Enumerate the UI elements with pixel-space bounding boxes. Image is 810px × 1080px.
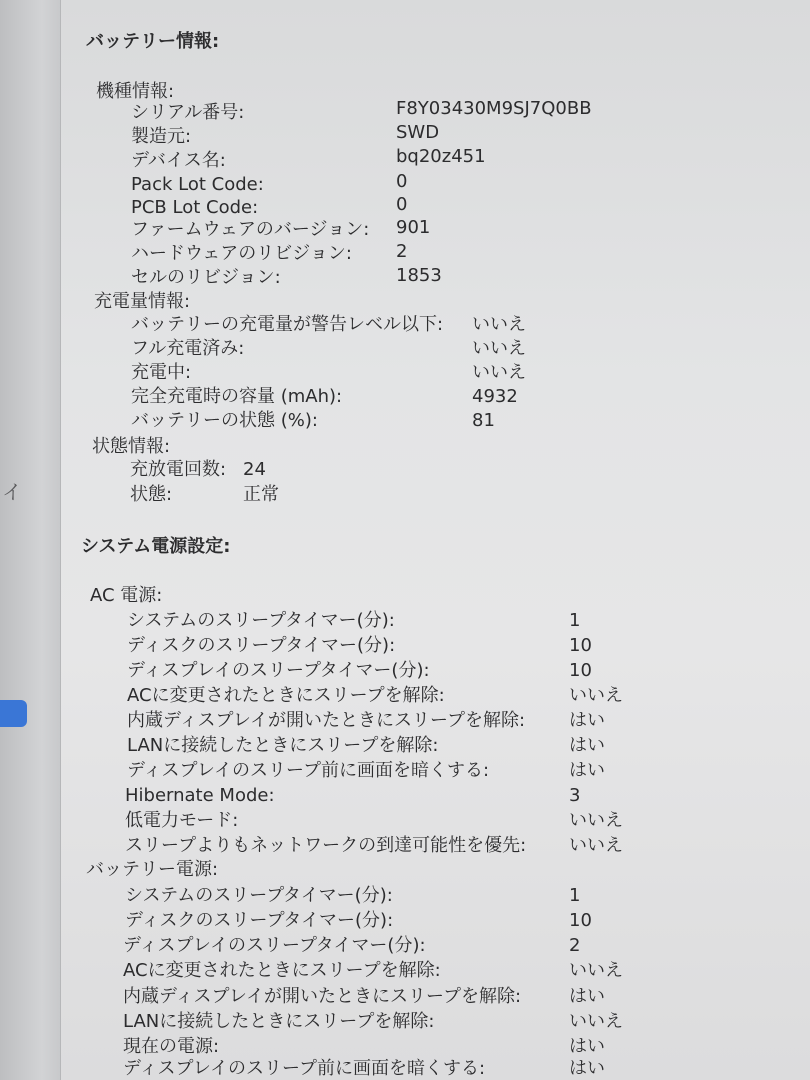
device-name-value: bq20z451	[396, 146, 486, 167]
sidebar-text-fragment: イ	[2, 480, 22, 504]
cell-revision-key: セルのリビジョン:	[131, 267, 281, 288]
model-info-label: 機種情報:	[96, 81, 175, 102]
firmware-version-value: 901	[396, 217, 431, 238]
batt-wake-on-ac-change-key: ACに変更されたときにスリープを解除:	[123, 960, 441, 981]
condition-value: 正常	[243, 484, 279, 505]
fully-charged-value: いいえ	[472, 338, 526, 359]
battery-info-heading: バッテリー情報:	[86, 31, 220, 52]
device-name-key: デバイス名:	[131, 150, 226, 171]
batt-wake-on-lan-value: いいえ	[569, 1011, 623, 1032]
ac-system-sleep-key: システムのスリープタイマー(分):	[127, 610, 395, 631]
charging-key: 充電中:	[131, 362, 192, 383]
ac-low-power-mode-key: 低電力モード:	[125, 810, 239, 831]
cell-revision-value: 1853	[396, 265, 442, 286]
ac-wake-on-lan-key: LANに接続したときにスリープを解除:	[127, 735, 439, 756]
ac-disk-sleep-key: ディスクのスリープタイマー(分):	[127, 635, 396, 656]
batt-current-power-source-value: はい	[569, 1036, 605, 1057]
charge-info-label: 充電量情報:	[94, 291, 191, 312]
batt-current-power-source-key: 現在の電源:	[123, 1036, 220, 1057]
below-warning-level-key: バッテリーの充電量が警告レベル以下:	[131, 314, 444, 335]
full-charge-capacity-key: 完全充電時の容量 (mAh):	[131, 386, 343, 407]
ac-wake-on-lid-open-key: 内蔵ディスプレイが開いたときにスリープを解除:	[127, 710, 526, 731]
batt-wake-on-lid-open-value: はい	[569, 986, 605, 1007]
batt-wake-on-ac-change-value: いいえ	[569, 960, 623, 981]
batt-wake-on-lid-open-key: 内蔵ディスプレイが開いたときにスリープを解除:	[123, 986, 522, 1007]
battery-health-key: バッテリーの状態 (%):	[131, 410, 318, 431]
battery-health-value: 81	[472, 410, 495, 431]
condition-key: 状態:	[130, 484, 173, 505]
pack-lot-code-key: Pack Lot Code:	[131, 174, 264, 195]
full-charge-capacity-value: 4932	[472, 386, 518, 407]
serial-number-value: F8Y03430M9SJ7Q0BB	[396, 98, 592, 119]
battery-power-label: バッテリー電源:	[86, 859, 219, 880]
ac-prioritize-network-key: スリープよりもネットワークの到達可能性を優先:	[125, 835, 527, 856]
batt-system-sleep-key: システムのスリープタイマー(分):	[125, 885, 393, 906]
below-warning-level-value: いいえ	[472, 314, 526, 335]
ac-system-sleep-value: 1	[569, 610, 581, 631]
pack-lot-code-value: 0	[396, 171, 408, 192]
ac-display-sleep-key: ディスプレイのスリープタイマー(分):	[127, 660, 430, 681]
batt-dim-before-sleep-value: はい	[569, 1058, 605, 1079]
ac-low-power-mode-value: いいえ	[569, 810, 623, 831]
batt-wake-on-lan-key: LANに接続したときにスリープを解除:	[123, 1011, 435, 1032]
ac-power-label: AC 電源:	[90, 585, 163, 606]
pcb-lot-code-value: 0	[396, 194, 408, 215]
ac-wake-on-ac-change-value: いいえ	[569, 685, 623, 706]
status-info-label: 状態情報:	[92, 436, 171, 457]
ac-dim-before-sleep-key: ディスプレイのスリープ前に画面を暗くする:	[127, 760, 490, 781]
charging-value: いいえ	[472, 362, 526, 383]
serial-number-key: シリアル番号:	[131, 102, 245, 123]
ac-wake-on-lid-open-value: はい	[569, 710, 605, 731]
batt-disk-sleep-key: ディスクのスリープタイマー(分):	[125, 910, 394, 931]
hardware-revision-value: 2	[396, 241, 408, 262]
hardware-revision-key: ハードウェアのリビジョン:	[131, 243, 352, 264]
ac-dim-before-sleep-value: はい	[569, 760, 605, 781]
ac-wake-on-lan-value: はい	[569, 735, 605, 756]
fully-charged-key: フル充電済み:	[131, 338, 245, 359]
firmware-version-key: ファームウェアのバージョン:	[131, 219, 370, 240]
batt-display-sleep-value: 2	[569, 935, 581, 956]
cycle-count-value: 24	[243, 459, 266, 480]
cycle-count-key: 充放電回数:	[130, 459, 227, 480]
batt-display-sleep-key: ディスプレイのスリープタイマー(分):	[123, 935, 426, 956]
ac-hibernate-mode-value: 3	[569, 785, 581, 806]
pcb-lot-code-key: PCB Lot Code:	[131, 197, 259, 218]
ac-disk-sleep-value: 10	[569, 635, 592, 656]
ac-prioritize-network-value: いいえ	[569, 835, 623, 856]
batt-dim-before-sleep-key: ディスプレイのスリープ前に画面を暗くする:	[123, 1058, 486, 1079]
ac-wake-on-ac-change-key: ACに変更されたときにスリープを解除:	[127, 685, 445, 706]
manufacturer-value: SWD	[396, 122, 440, 143]
ac-display-sleep-value: 10	[569, 660, 592, 681]
power-settings-heading: システム電源設定:	[81, 536, 231, 557]
batt-system-sleep-value: 1	[569, 885, 581, 906]
batt-disk-sleep-value: 10	[569, 910, 592, 931]
manufacturer-key: 製造元:	[131, 126, 192, 147]
ac-hibernate-mode-key: Hibernate Mode:	[125, 785, 275, 806]
